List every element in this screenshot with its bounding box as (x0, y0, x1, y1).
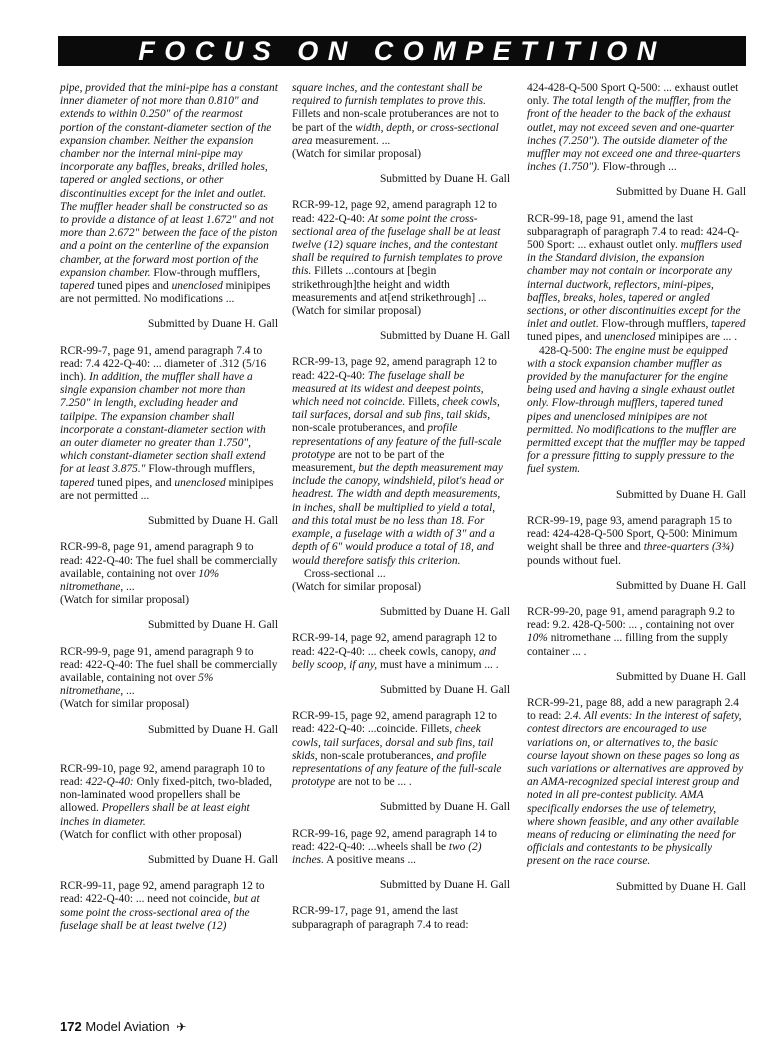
submitted-by: Submitted by Duane H. Gall (615, 880, 746, 893)
submitted-by: Submitted by Duane H. Gall (147, 853, 278, 866)
submitted-by: Submitted by Duane H. Gall (615, 670, 746, 683)
text-block: RCR-99-17, page 91, amend the last subparagraph of paragraph 7.4 to read: (292, 905, 469, 931)
column-2 (292, 82, 510, 932)
text-block: RCR-99-21, page 88, add a new paragraph 2.4 to read: 2.4. All events: In the interest of safety, contest directors are encouraged to use variations on, or alternatives to, the basic course layout shown on these pages so long as such variations or alternatives are approved by an AMA-recognized special interest group and noted in all pre-contest publicity. AMA specifically endorses the use of telemetry, where shown feasible, and any other available means of reducing or eliminating the need for officials and contestants to be physically present on the race course. (527, 696, 744, 868)
submitted-by: Submitted by Duane H. Gall (615, 579, 746, 592)
submitted-by: Submitted by Duane H. Gall (147, 619, 278, 632)
magazine-name: Model Aviation (85, 1019, 170, 1034)
page-number: 172 (60, 1019, 82, 1034)
watch-note: (Watch for similar proposal) (292, 580, 422, 593)
submitted-by: Submitted by Duane H. Gall (615, 186, 746, 199)
text-block: RCR-99-19, page 93, amend paragraph 15 to read: 424-428-Q-500 Sport, Q-500: Minimum weight shall be three and three-quarters (3¾) pounds without fuel. (527, 514, 738, 567)
submitted-by: Submitted by Duane H. Gall (379, 173, 510, 186)
text-block: pipe, provided that the mini-pipe has a constant inner diameter of not more than 0.810" and extends to within 0.250" of the rearmost portion of the constant-diameter section of the expansion chamber. Neither the expansion chamber nor the internal mini-pipe may incorporate any baffles, breaks, drilled holes, tapered or angled sections, or other discontinuities except for the inlet and outlet. The muffler header shall be constructed so as to provide a distance of at least 1.672" and not more than 2.672" between the face of the piston and a point on the centerline of the expansion chamber, at the forward most portion of the expansion chamber. Flow-through mufflers, tapered tuned pipes and unenclosed minipipes are not permitted. No modifications ... (60, 82, 278, 306)
text-block: RCR-99-15, page 92, amend paragraph 12 to read: 422-Q-40: ...coincide. Fillets, cheek cowls, tail surfaces, dorsal and sub fins, tail skids, non-scale protuberances, and profile representations of any feature of the full-scale prototype are not to be ... . (292, 710, 502, 789)
text-block: RCR-99-10, page 92, amend paragraph 10 to read: 422-Q-40: Only fixed-pitch, two-bladed, non-laminated wood propellers shall be allowed. Propellers shall be at least eight inches in diameter. (60, 762, 272, 828)
text-block: RCR-99-12, page 92, amend paragraph 12 to read: 422-Q-40: At some point the cross-sectional area of the fuselage shall be at least twelve (12) square inches, and the contestant shall be required to furnish templates to prove this. Fillets ...contours at [begin strikethrough]the height and width measurements and at[end strikethrough] ... (292, 199, 503, 304)
text-block: Cross-sectional ... (304, 567, 386, 580)
watch-note: (Watch for similar proposal) (60, 594, 190, 607)
submitted-by: Submitted by Duane H. Gall (379, 801, 510, 814)
text-block: square inches, and the contestant shall be required to furnish templates to prove this. Fillets and non-scale protuberances are not to be part of the width, depth, or cross-sectional area measurement. ... (292, 82, 499, 147)
watch-note: (Watch for similar proposal) (292, 148, 422, 161)
text-block: RCR-99-11, page 92, amend paragraph 12 to read: 422-Q-40: ... need not coincide, but at some point the cross-sectional area of the fuselage shall be at least twelve (12) (60, 880, 265, 932)
column-3 (527, 82, 746, 907)
text-block: RCR-99-16, page 92, amend paragraph 14 to read: 422-Q-40: ...wheels shall be two (2) inches. A positive means ... (292, 827, 497, 866)
column-1 (60, 82, 278, 933)
watch-note: (Watch for similar proposal) (60, 698, 190, 711)
submitted-by: Submitted by Duane H. Gall (379, 879, 510, 892)
text-block: RCR-99-14, page 92, amend paragraph 12 to read: 422-Q-40: ... cheek cowls, canopy, and belly scoop, if any, must have a minimum ... . (292, 632, 499, 671)
airplane-icon: ✈ (176, 1020, 187, 1034)
submitted-by: Submitted by Duane H. Gall (615, 488, 746, 501)
text-block: RCR-99-7, page 91, amend paragraph 7.4 to read: 7.4 422-Q-40: ... diameter of .312 (5/16 inch). In addition, the muffler shall have a single expansion chamber not more than 7.250" in length, excluding header and tailpipe. The expansion chamber shall incorporate a constant-diameter section with an outer diameter no greater than 1.750", which constant-diameter section shall extend for at least 3.875." Flow-through mufflers, tapered tuned pipes, and unenclosed minipipes are not permitted ... (60, 344, 274, 502)
submitted-by: Submitted by Duane H. Gall (379, 606, 510, 619)
page-footer (60, 1019, 186, 1035)
banner-title: FOCUS ON COMPETITION (138, 36, 666, 66)
watch-note: (Watch for similar proposal) (292, 305, 422, 318)
submitted-by: Submitted by Duane H. Gall (147, 515, 278, 528)
text-block: RCR-99-20, page 91, amend paragraph 9.2 to read: 9.2. 428-Q-500: ... , containing not over 10% nitromethane ... filling from the supply container ... . (527, 605, 735, 658)
section-banner (58, 36, 746, 66)
text-block: RCR-99-8, page 91, amend paragraph 9 to read: 422-Q-40: The fuel shall be commercially available, containing not over 10% nitromethane, ... (60, 541, 278, 593)
text-block: RCR-99-9, page 91, amend paragraph 9 to read: 422-Q-40: The fuel shall be commercially available, containing not over 5% nitromethane, ... (60, 645, 278, 698)
submitted-by: Submitted by Duane H. Gall (379, 683, 510, 696)
submitted-by: Submitted by Duane H. Gall (379, 330, 510, 343)
text-block: RCR-99-18, page 91, amend the last subparagraph of paragraph 7.4 to read: 424-Q-500 Sport: ... exhaust outlet only. mufflers used in the Standard division, the expansion chamber may not contain or incorporate any internal ductwork, reflectors, mini-pipes, baffles, breaks, holes, tapered or angled sections, or other discontinuities except for the inlet and outlet. Flow-through mufflers, tapered tuned pipes, and unenclosed minipipes are ... . (527, 212, 746, 344)
text-block: 428-Q-500: The engine must be equipped with a stock expansion chamber muffler as provided by the manufacturer for the engine being used and having a single exhaust outlet only. Flow-through mufflers, tapered tuned pipes and unenclosed minipipes are not permitted. No modifications to the muffler are permitted except that the muffler may be tapped for a pressure fitting to supply pressure to the fuel system. (527, 344, 745, 476)
watch-note: (Watch for conflict with other proposal) (60, 828, 242, 841)
submitted-by: Submitted by Duane H. Gall (147, 318, 278, 331)
text-block: 424-428-Q-500 Sport Q-500: ... exhaust outlet only. The total length of the muffler, from the front of the header to the back of the exhaust outlet, may not exceed seven and one-quarter inches (7.250"). The outside diameter of the muffler may not exceed one and three-quarters inches (1.750"). Flow-through ... (527, 82, 741, 174)
text-block: RCR-99-13, page 92, amend paragraph 12 to read: 422-Q-40: The fuselage shall be measured at its widest and deepest points, which need not coincide. Fillets, cheek cowls, tail surfaces, dorsal and sub fins, tail skids, non-scale protuberances, and profile representations of any feature of the full-scale prototype are not to be part of the measurement, but the depth measurement may include the canopy, windshield, pilot's head or headrest. The width and depth measurements, in inches, shall be multiplied to yield a total, and this total must be no less than 18. For example, a fuselage with a width of 3" and a depth of 6" would produce a total of 18, and would therefore satisfy this criterion. (292, 356, 504, 567)
submitted-by: Submitted by Duane H. Gall (147, 723, 278, 736)
